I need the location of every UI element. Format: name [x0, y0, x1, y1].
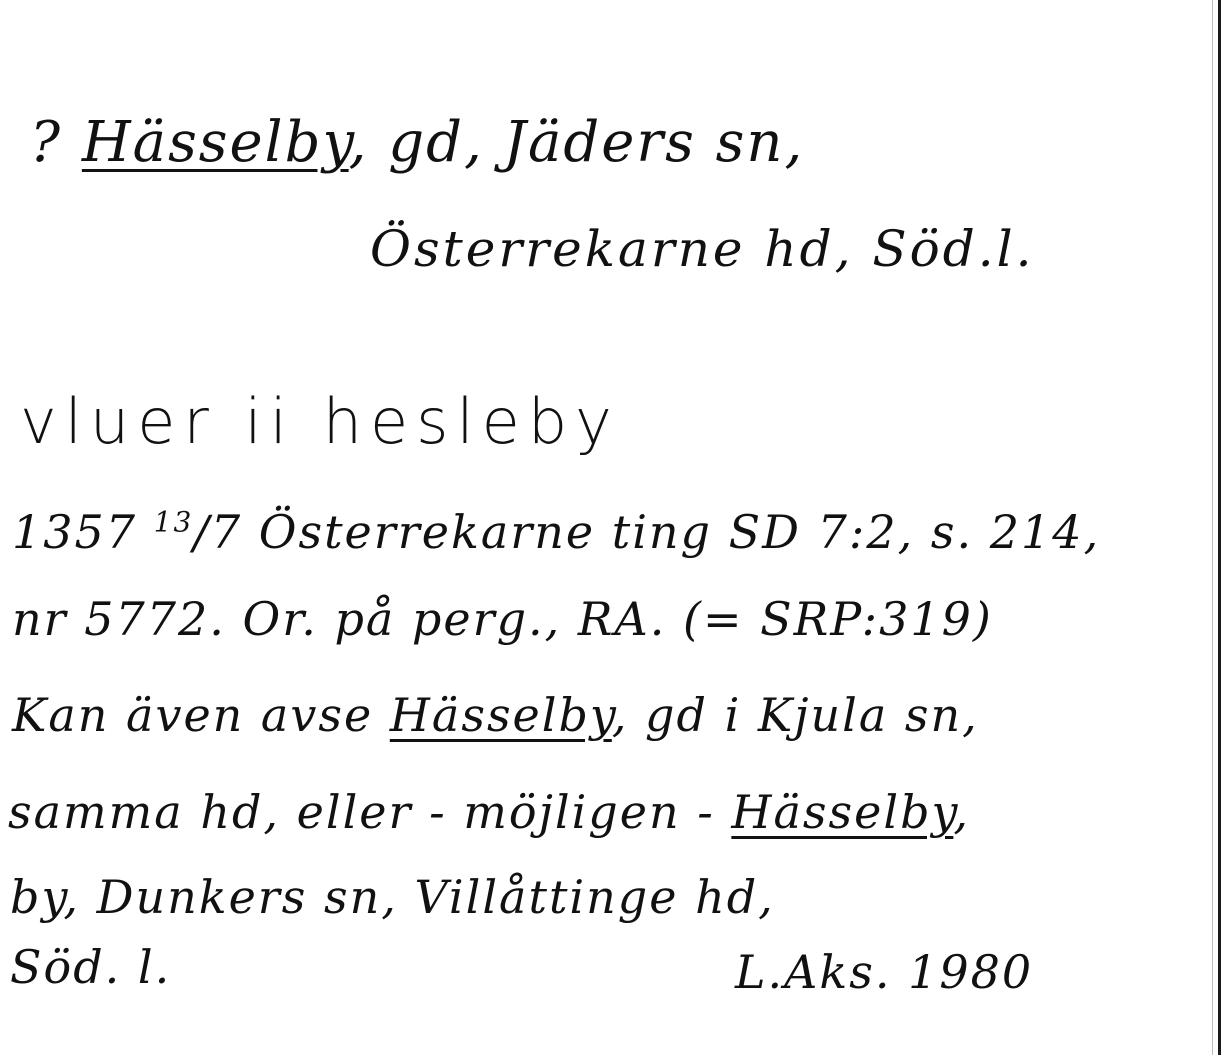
note-line-1	[12, 688, 979, 742]
historical-form: vluer ii hesleby	[20, 385, 620, 458]
note-place-kjula: Hässelby	[389, 688, 612, 742]
citation-date-month: 7	[210, 505, 243, 559]
citation-year: 1357	[12, 505, 138, 559]
citation-source: Österrekarne ting SD 7:2, s. 214,	[258, 505, 1101, 559]
question-mark: ?	[30, 110, 63, 175]
note-line-1-pre: Kan även avse	[12, 688, 390, 742]
note-line-2-pre: samma hd, eller - möjligen -	[8, 785, 732, 839]
card-edge	[1218, 0, 1221, 1055]
note-line-2-post: ,	[953, 785, 971, 839]
signature: L.Aks. 1980	[735, 945, 1034, 999]
date-slash: /	[193, 505, 211, 559]
header-parish: , gd, Jäders sn,	[348, 110, 805, 175]
header-line-1	[30, 110, 804, 175]
citation-date-day: 13	[153, 505, 194, 539]
note-place-dunker: Hässelby	[731, 785, 954, 839]
citation-line-2: nr 5772. Or. på perg., RA. (= SRP:319)	[12, 592, 993, 646]
citation-line-1	[12, 505, 1100, 559]
card-edge-shadow	[1212, 0, 1213, 1055]
header-line-2: Österrekarne hd, Söd.l.	[370, 220, 1035, 278]
note-line-1-post: , gd i Kjula sn,	[611, 688, 979, 742]
note-line-2	[8, 785, 970, 839]
note-line-3: by, Dunkers sn, Villåttinge hd,	[10, 870, 775, 924]
note-line-4: Söd. l.	[10, 940, 172, 994]
header-place-name: Hässelby	[81, 110, 349, 175]
